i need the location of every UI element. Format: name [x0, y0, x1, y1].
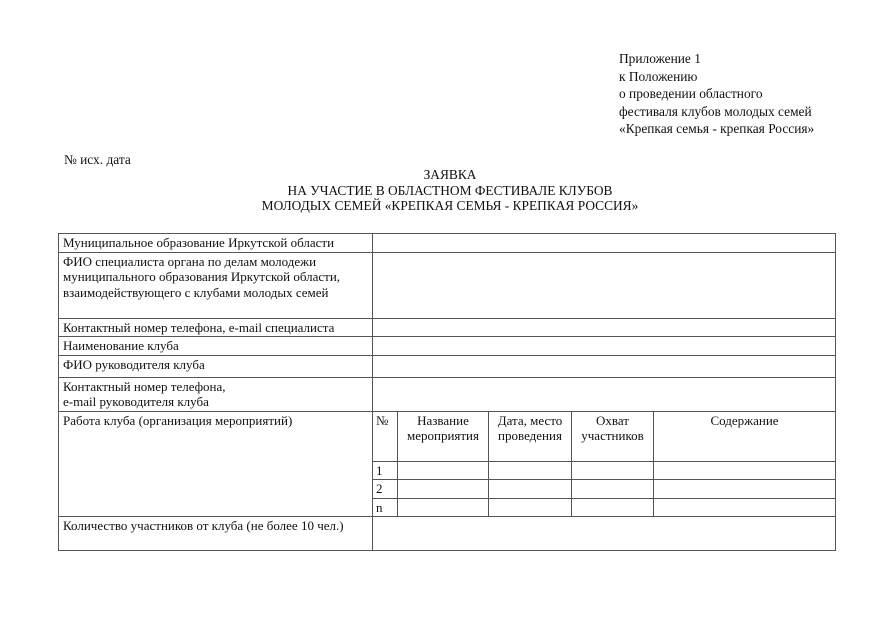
events-header-coverage: Охват участников	[572, 411, 654, 461]
event-row-number: n	[373, 498, 398, 517]
value-head-contact[interactable]	[373, 377, 836, 411]
event-cell[interactable]	[489, 498, 572, 517]
event-cell[interactable]	[489, 461, 572, 480]
label-club-name: Наименование клуба	[59, 337, 373, 356]
appendix-line: «Крепкая семья - крепкая Россия»	[619, 121, 815, 137]
outgoing-number-date: № исх. дата	[64, 152, 131, 167]
value-participants[interactable]	[373, 517, 836, 551]
table-row	[59, 337, 836, 356]
table-row	[59, 234, 836, 253]
label-specialist: ФИО специалиста органа по делам молодежи муниципального образования Иркутской области, взаимодействующего с клубами молодых семей	[59, 252, 373, 318]
appendix-note	[619, 50, 814, 138]
table-row	[59, 318, 836, 337]
title-line: ЗАЯВКА	[423, 167, 477, 182]
events-header-date-place: Дата, место проведения	[489, 411, 572, 461]
event-cell[interactable]	[572, 498, 654, 517]
document-title	[200, 167, 700, 214]
appendix-line: Приложение 1	[619, 51, 701, 66]
table-row	[59, 411, 836, 461]
value-club-name[interactable]	[373, 337, 836, 356]
appendix-line: фестиваля клубов молодых семей	[619, 103, 812, 119]
table-row	[59, 377, 836, 411]
label-head-contact	[59, 377, 373, 411]
appendix-line: к Положению	[619, 68, 698, 84]
events-header-content: Содержание	[654, 411, 836, 461]
title-line: МОЛОДЫХ СЕМЕЙ «КРЕПКАЯ СЕМЬЯ - КРЕПКАЯ РОССИЯ»	[261, 198, 639, 213]
table-row	[59, 252, 836, 318]
value-municipality[interactable]	[373, 234, 836, 253]
label-municipality: Муниципальное образование Иркутской области	[59, 234, 373, 253]
label-participants: Количество участников от клуба (не более 10 чел.)	[59, 517, 373, 551]
label-club-work: Работа клуба (организация мероприятий)	[59, 411, 373, 517]
event-cell[interactable]	[489, 480, 572, 499]
event-cell[interactable]	[654, 480, 836, 499]
event-cell[interactable]	[654, 498, 836, 517]
event-cell[interactable]	[654, 461, 836, 480]
label-specialist-contact: Контактный номер телефона, e-mail специалиста	[59, 318, 373, 337]
event-cell[interactable]	[572, 461, 654, 480]
event-cell[interactable]	[398, 498, 489, 517]
title-line: НА УЧАСТИЕ В ОБЛАСТНОМ ФЕСТИВАЛЕ КЛУБОВ	[287, 182, 613, 198]
label-club-head: ФИО руководителя клуба	[59, 355, 373, 377]
application-form-table	[58, 233, 836, 551]
appendix-line: о проведении областного	[619, 86, 763, 102]
events-header-number: №	[373, 411, 398, 461]
table-row	[59, 355, 836, 377]
label-head-contact-line: e-mail руководителя клуба	[63, 394, 209, 409]
event-row-number: 2	[373, 480, 398, 499]
event-cell[interactable]	[398, 480, 489, 499]
event-cell[interactable]	[398, 461, 489, 480]
event-row-number: 1	[373, 461, 398, 480]
value-club-head[interactable]	[373, 355, 836, 377]
event-cell[interactable]	[572, 480, 654, 499]
value-specialist[interactable]	[373, 252, 836, 318]
events-header-name: Название мероприятия	[398, 411, 489, 461]
label-head-contact-line: Контактный номер телефона,	[63, 378, 226, 394]
table-row	[59, 517, 836, 551]
value-specialist-contact[interactable]	[373, 318, 836, 337]
